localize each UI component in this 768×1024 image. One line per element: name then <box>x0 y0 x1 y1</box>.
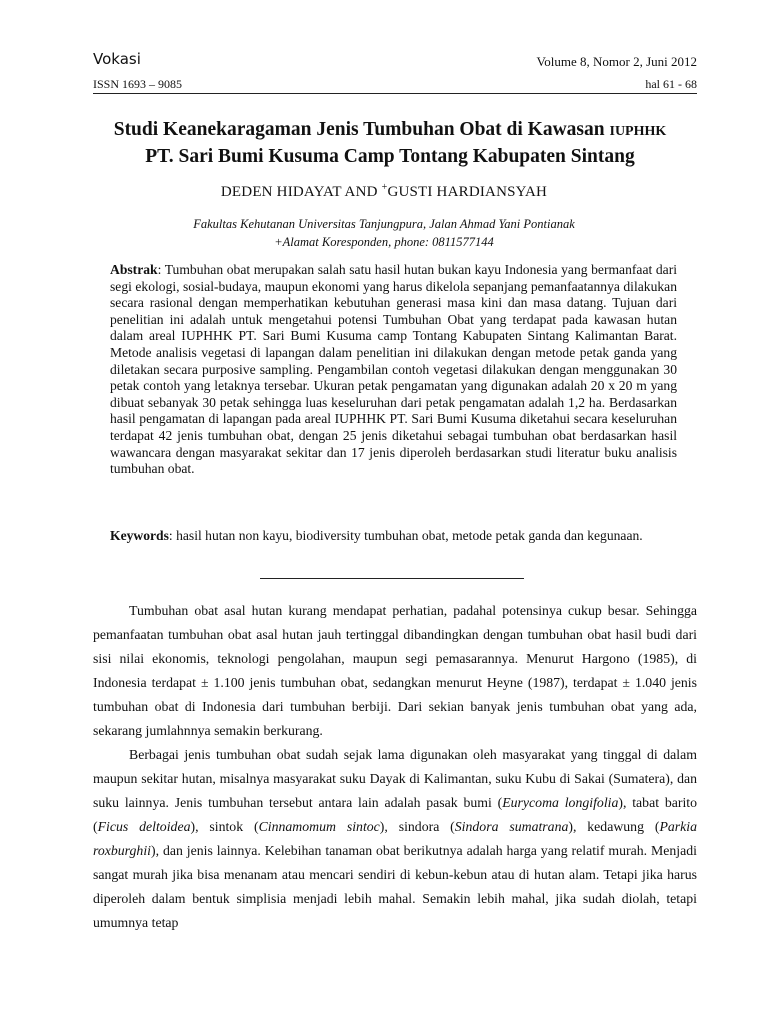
author-second: GUSTI HARDIANSYAH <box>387 184 548 200</box>
volume-info: Volume 8, Nomor 2, Juni 2012 <box>536 54 697 69</box>
abstract-label: Abstrak <box>110 262 158 277</box>
paragraph-2-text: ), sintok ( <box>190 819 259 834</box>
abstract-text: : Tumbuhan obat merupakan salah satu hasil hutan bukan kayu Indonesia yang bermanfaat dari segi ekologi, sosial-budaya, maupun ekonomi yang harus dikelola sepanjang pemanfaatannya dilakukan secara rasional dengan memperhatikan kebutuhan generasi masa kini dan masa datang. Tujuan dari penelitian ini adalah untuk mengetahui potensi Tumbuhan Obat yang terdapat pada kawasan hutan dalam areal IUPHHK PT. Sari Bumi Kusuma camp Tontang Kabupaten Sintang Kalimantan Barat. Metode analisis vegetasi di lapangan dalam penelitian ini dilakukan dengan metode petak ganda yang diletakan secara purposive sampling. Pengambilan contoh vegetasi dilakukan dengan menggunakan 30 petak contoh yang letaknya tersebar. Ukuran petak pengamatan yang digunakan adalah 20 x 20 m yang dibuat sebanyak 30 petak sehingga luas keseluruhan dari petak pengamatan adalah 1,2 ha. Berdasarkan hasil pengamatan di lapangan pada areal IUPHHK PT. Sari Bumi Kusuma diketahui secara keseluruhan terdapat 42 jenis tumbuhan obat, dengan 25 jenis diketahui sebagai tumbuhan obat berdasarkan hasil wawancara dengan masyarakat sekitar dan 17 jenis diperoleh berdasarkan studi literatur buku analisis tumbuhan obat. <box>110 262 677 477</box>
affiliation-line2: +Alamat Koresponden, phone: 0811577144 <box>274 235 494 249</box>
authors <box>0 182 768 201</box>
paragraph-2-text: ), kedawung ( <box>568 819 660 834</box>
paragraph-2-text: ), dan jenis lainnya. Kelebihan tanaman obat berikutnya adalah harga yang relatif murah. Menjadi sangat murah jika bisa menanam atau mencari sendiri di kebun-kebun atau di hutan alam. Tetapi jika harus diperoleh dalam bentuk simplisia menjadi lebih mahal. Semakin lebih mahal, jika sudah diolah, tetapi umumnya tetap <box>93 843 697 930</box>
author-first: DEDEN HIDAYAT AND <box>220 184 378 200</box>
page-range: hal 61 - 68 <box>645 77 697 91</box>
keywords-text: : hasil hutan non kayu, biodiversity tumbuhan obat, metode petak ganda dan kegunaan. <box>168 528 643 543</box>
affiliation-line1: Fakultas Kehutanan Universitas Tanjungpura, Jalan Ahmad Yani Pontianak <box>193 217 575 231</box>
title-line1: Studi Keanekaragaman Jenis Tumbuhan Obat di Kawasan <box>113 119 605 140</box>
section-separator <box>260 578 524 579</box>
paragraph-1: Tumbuhan obat asal hutan kurang mendapat perhatian, padahal potensinya cukup besar. Sehingga pemanfaatan tumbuhan obat asal hutan jauh tertinggal dibandingkan dengan tumbuhan obat hasil budi dari sisi nilai ekonomis, teknologi pengolahan, maupun segi pemasarannya. Menurut Hargono (1985), di Indonesia terdapat ± 1.100 jenis tumbuhan obat, sedangkan menurut Heyne (1987), terdapat ± 1.040 jenis tumbuhan obat di Indonesia dari tumbuhan berbiji. Dari sekian banyak jenis tumbuhan obat yang ada, sekarang jumlahnnya semakin berkurang. <box>93 603 697 738</box>
paper-title <box>60 117 720 169</box>
title-line2: PT. Sari Bumi Kusuma Camp Tontang Kabupaten Sintang <box>145 146 635 167</box>
species-name: Ficus deltoidea <box>97 819 191 834</box>
species-name: Eurycoma longifolia <box>502 795 619 810</box>
issn: ISSN 1693 – 9085 <box>93 77 183 91</box>
paragraph-2-text: ), sindora ( <box>379 819 455 834</box>
header-rule <box>93 93 697 94</box>
keywords-label: Keywords <box>110 528 169 543</box>
paragraph-2-text: ), tabat barito ( <box>93 795 698 834</box>
paragraph-2-text: Berbagai jenis tumbuhan obat sudah sejak lama digunakan oleh masyarakat yang tinggal di dalam maupun sekitar hutan, misalnya masyarakat suku Dayak di Kalimantan, suku Kubu di Sakai (Sumatera), dan suku lainnya. Jenis tumbuhan tersebut antara lain adalah pasak bumi ( <box>93 747 697 810</box>
paragraph-2 <box>93 743 697 935</box>
body-text <box>93 599 697 935</box>
species-name: Cinnamomum sintoc <box>258 819 380 834</box>
species-name: Parkia roxburghii <box>93 819 697 858</box>
corresponding-mark: + <box>381 182 388 193</box>
title-acronym: IUPHHK <box>609 124 667 139</box>
species-name: Sindora sumatrana <box>454 819 569 834</box>
keywords <box>110 527 677 544</box>
abstract <box>110 262 677 478</box>
affiliation <box>0 215 768 251</box>
journal-name: Vokasi <box>93 50 141 68</box>
